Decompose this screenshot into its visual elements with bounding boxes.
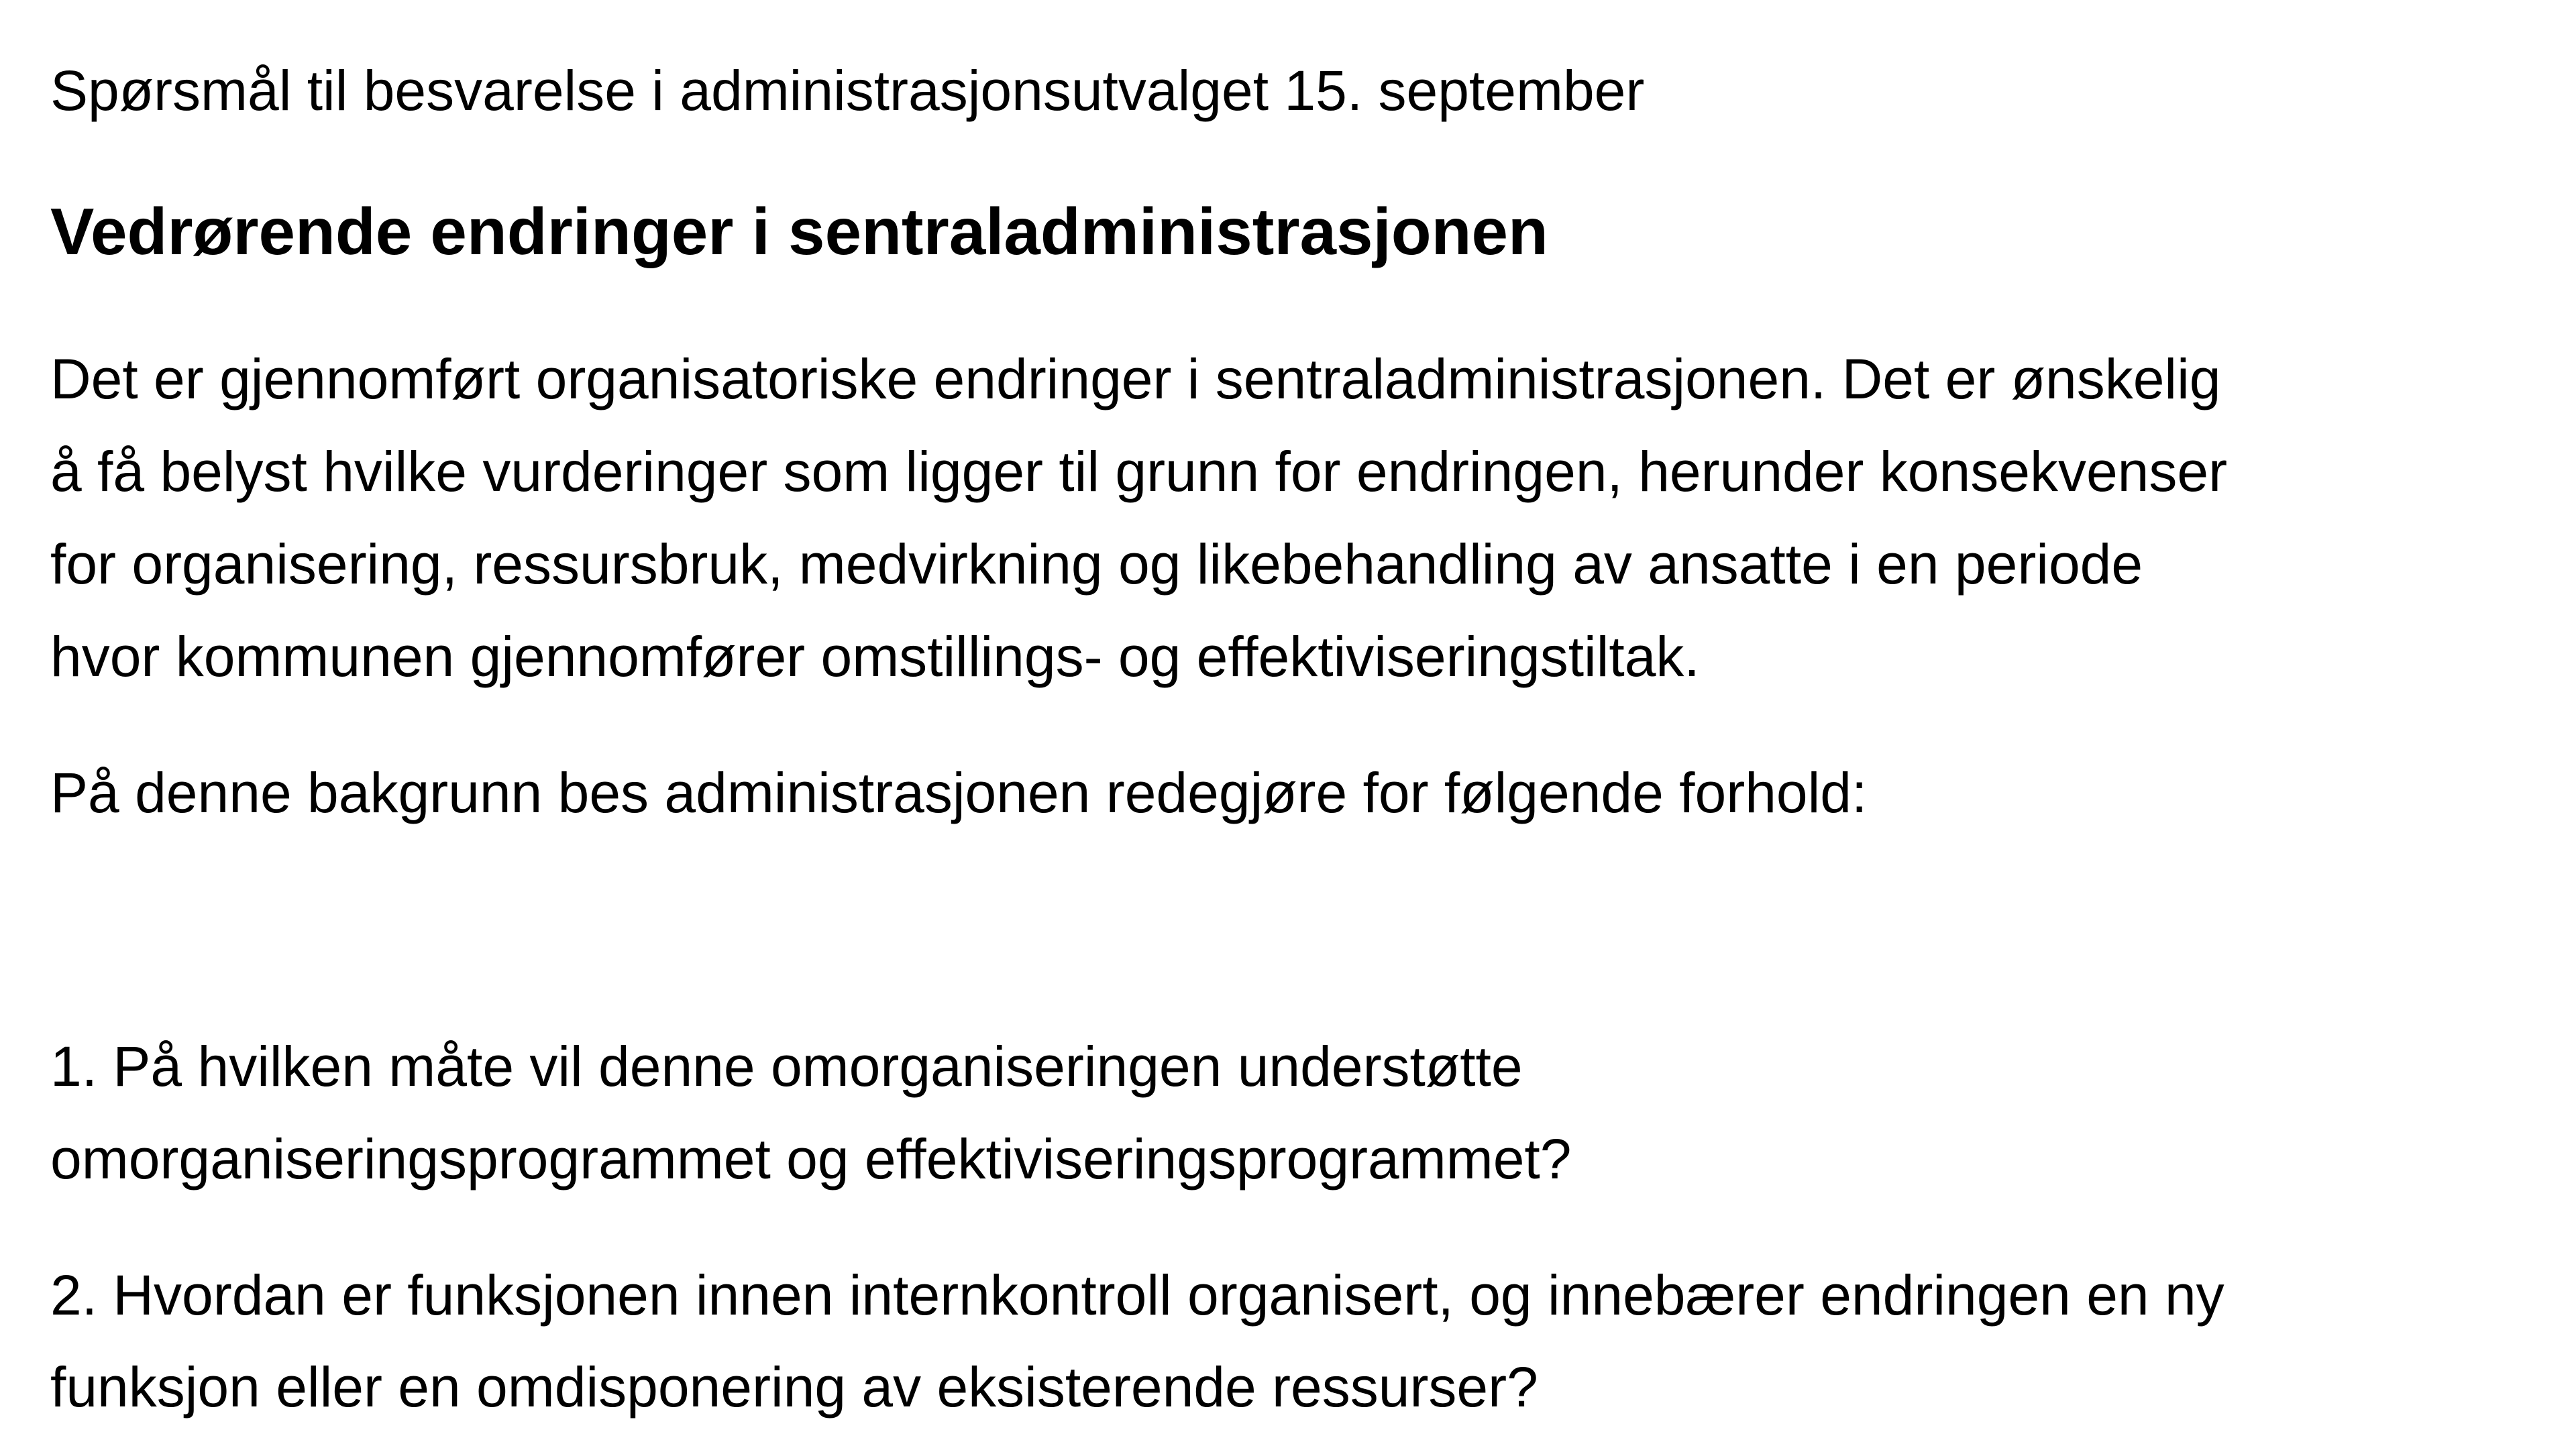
paragraph-2: På denne bakgrunn bes administrasjonen redegjøre for følgende forhold: [50,761,1868,824]
question-1-line-2: omorganiseringsprogrammet og effektiviseringsprogrammet? [50,1127,1572,1190]
section-heading: Vedrørende endringer i sentraladministrasjonen [50,195,1548,268]
question-1-line-1: 1. På hvilken måte vil denne omorganiseringen understøtte [50,1035,1523,1098]
paragraph-1-line-4: hvor kommunen gjennomfører omstillings- og effektiviseringstiltak. [50,625,1700,688]
intro-line: Spørsmål til besvarelse i administrasjonsutvalget 15. september [50,59,1645,122]
paragraph-1-line-3: for organisering, ressursbruk, medvirkning og likebehandling av ansatte i en periode [50,533,2143,596]
question-2-line-1: 2. Hvordan er funksjonen innen internkontroll organisert, og innebærer endringen en ny [50,1264,2224,1327]
paragraph-1-line-1: Det er gjennomført organisatoriske endringer i sentraladministrasjonen. Det er ønskelig [50,347,2221,410]
question-2-line-2: funksjon eller en omdisponering av eksisterende ressurser? [50,1355,1538,1419]
paragraph-1-line-2: å få belyst hvilke vurderinger som ligger til grunn for endringen, herunder konsekvenser [50,440,2228,503]
